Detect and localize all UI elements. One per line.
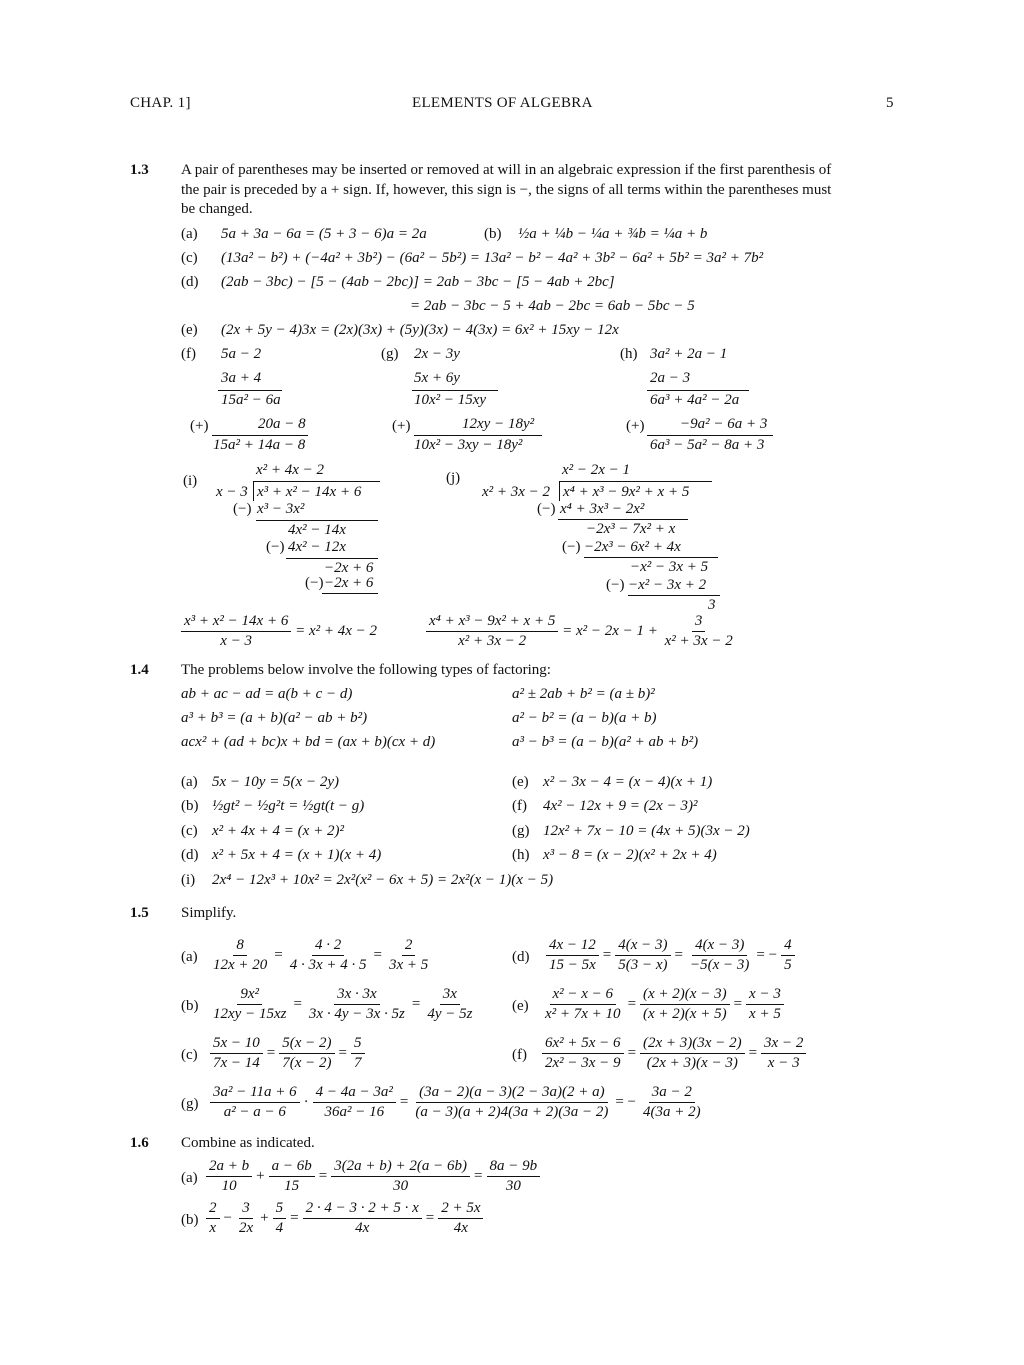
h-rule1	[647, 390, 749, 391]
i-sub1: x³ − 3x²	[257, 501, 305, 517]
problem-1-3-text-line2: the pair is preceded by a + sign. If, however, this sign is −, the signs of all terms within the parentheses must	[181, 182, 832, 198]
operator: =	[290, 1209, 299, 1226]
operator: =	[293, 995, 302, 1012]
fraction-denominator: x	[209, 1220, 217, 1236]
operator: −	[223, 1209, 232, 1226]
fraction-denominator: −5(x − 3)	[690, 957, 750, 973]
j-minus-1: (−)	[537, 501, 556, 517]
problem-1-3-text-line1: A pair of parentheses may be inserted or removed at will in an algebraic expression if the first parenthesis of	[181, 162, 832, 178]
operator: =	[399, 1093, 409, 1110]
fraction	[542, 986, 624, 1023]
fraction-numerator: 6x² + 5x − 6	[542, 1035, 624, 1054]
simplify-c	[210, 1035, 365, 1072]
fraction	[746, 986, 784, 1023]
fraction-numerator: 4	[781, 937, 795, 956]
operator: =	[474, 1167, 483, 1184]
fraction	[210, 1084, 300, 1121]
factor-formula-1: ab + ac − ad = a(b + c − d)	[181, 686, 353, 702]
fraction-numerator: 4(x − 3)	[692, 937, 747, 956]
j-remainder: 3	[708, 597, 716, 613]
operator: ·	[303, 1093, 309, 1110]
fraction-numerator: 3a − 2	[649, 1084, 695, 1103]
h-line5: 6a³ − 5a² − 8a + 3	[650, 437, 765, 453]
fraction	[640, 1035, 745, 1072]
fraction	[386, 937, 431, 974]
combine-a	[206, 1158, 540, 1195]
fraction	[761, 1035, 806, 1072]
label-1-4-a: (a)	[181, 774, 198, 790]
label-1-3-i: (i)	[183, 473, 198, 489]
eq-1-3-c: (13a² − b²) + (−4a² + 3b²) − (6a² − 5b²) = 13a² − b² − 4a² + 3b² − 6a² + 5b² = 3a² + 7b²	[221, 250, 764, 266]
problem-1-5-text: Simplify.	[181, 905, 237, 921]
i-sub2: 4x² − 12x	[288, 539, 346, 555]
fraction-numerator: 8a − 9b	[487, 1158, 541, 1177]
simplify-a	[210, 937, 431, 974]
eq-1-3-e: (2x + 5y − 4)3x = (2x)(3x) + (5y)(3x) − 4(3x) = 6x² + 15xy − 12x	[221, 322, 619, 338]
j-divisor: x² + 3x − 2	[482, 484, 551, 500]
fraction-numerator: 2	[206, 1200, 220, 1219]
f-rule2	[212, 435, 308, 436]
j-rule1	[558, 519, 688, 520]
fraction-numerator: 5	[351, 1035, 365, 1054]
fraction-numerator: 2 + 5x	[438, 1200, 483, 1219]
label-1-6-a: (a)	[181, 1170, 198, 1186]
operator: =	[266, 1044, 276, 1061]
operator: =	[274, 946, 283, 963]
fraction-numerator: 3x · 3x	[334, 986, 380, 1005]
j-sub2: −2x³ − 6x² + 4x	[584, 539, 681, 555]
label-1-4-b: (b)	[181, 798, 199, 814]
label-1-3-e: (e)	[181, 322, 198, 338]
fraction	[306, 986, 408, 1023]
j-minus-3: (−)	[606, 577, 625, 593]
fraction-denominator: 7(x − 2)	[282, 1055, 332, 1071]
g-plus-sign: (+)	[392, 418, 411, 434]
problem-1-3-text-line3: be changed.	[181, 201, 253, 217]
problem-number-1-4: 1.4	[130, 662, 149, 678]
fraction-numerator: 3a² − 11a + 6	[210, 1084, 300, 1103]
fraction-numerator: 2a + b	[206, 1158, 252, 1177]
factor-formula-6: a³ − b³ = (a − b)(a² + ab + b²)	[512, 734, 699, 750]
fraction-denominator: x + 5	[749, 1006, 781, 1022]
i-rule1	[256, 520, 378, 521]
j-rule2	[584, 557, 718, 558]
g-line1: 2x − 3y	[414, 346, 460, 362]
label-1-3-a: (a)	[181, 226, 198, 242]
i-dividend: x³ + x² − 14x + 6	[257, 484, 362, 500]
eq-1-3-b: ½a + ¼b − ¼a + ¾b = ¼a + b	[518, 226, 708, 242]
fraction	[236, 1200, 256, 1237]
simplify-b	[210, 986, 475, 1023]
fraction	[546, 937, 599, 974]
fraction	[210, 986, 289, 1023]
running-head-chapter: CHAP. 1]	[130, 95, 191, 111]
fraction-numerator: 4 · 2	[312, 937, 344, 956]
label-1-3-g: (g)	[381, 346, 399, 362]
eq-1-4-c: x² + 4x + 4 = (x + 2)²	[212, 823, 344, 839]
combine-b	[206, 1200, 483, 1237]
running-head-title: ELEMENTS OF ALGEBRA	[412, 95, 593, 111]
fraction-denominator: 30	[393, 1178, 409, 1194]
h-plus-sign: (+)	[626, 418, 645, 434]
i-division-bar	[254, 481, 380, 482]
i-result	[181, 613, 377, 650]
fraction	[542, 1035, 624, 1072]
label-1-5-e: (e)	[512, 998, 529, 1014]
label-1-3-f: (f)	[181, 346, 196, 362]
fraction	[781, 937, 795, 974]
j-result-fraction	[426, 613, 558, 650]
i-rule2	[286, 558, 378, 559]
fraction-numerator: (2x + 3)(3x − 2)	[640, 1035, 745, 1054]
fraction-numerator: 3x	[440, 986, 460, 1005]
fraction-numerator: 3	[239, 1200, 253, 1219]
fraction	[206, 1158, 252, 1195]
fraction	[269, 1158, 315, 1195]
label-1-4-d: (d)	[181, 847, 199, 863]
eq-1-4-h: x³ − 8 = (x − 2)(x² + 2x + 4)	[543, 847, 717, 863]
fraction-numerator: (x + 2)(x − 3)	[640, 986, 730, 1005]
eq-1-4-i: 2x⁴ − 12x³ + 10x² = 2x²(x² − 6x + 5) = 2x²(x − 1)(x − 5)	[212, 872, 554, 888]
f-line4: 20a − 8	[258, 416, 306, 432]
fraction	[487, 1158, 541, 1195]
fraction	[424, 986, 475, 1023]
j-result	[426, 613, 736, 650]
j-result-remainder-denominator: x² + 3x − 2	[664, 633, 733, 649]
fraction-numerator: x − 3	[746, 986, 784, 1005]
i-result-fraction	[181, 613, 291, 650]
g-line5: 10x² − 3xy − 18y²	[414, 437, 523, 453]
label-1-3-j: (j)	[446, 470, 461, 486]
i-result-equals: = x² + 4x − 2	[295, 622, 378, 639]
fraction	[351, 1035, 365, 1072]
simplify-g	[210, 1084, 704, 1121]
fraction-denominator: 4x	[453, 1220, 468, 1236]
label-1-4-f: (f)	[512, 798, 527, 814]
fraction	[331, 1158, 470, 1195]
i-divisor: x − 3	[216, 484, 248, 500]
label-1-4-c: (c)	[181, 823, 198, 839]
fraction	[615, 937, 670, 974]
fraction-denominator: 7x − 14	[213, 1055, 260, 1071]
fraction-denominator: 2x² − 3x − 9	[545, 1055, 621, 1071]
fraction-numerator: 3(2a + b) + 2(a − 6b)	[331, 1158, 470, 1177]
eq-1-4-d: x² + 5x + 4 = (x + 1)(x + 4)	[212, 847, 382, 863]
h-line1: 3a² + 2a − 1	[650, 346, 728, 362]
eq-1-3-d-line2: = 2ab − 3bc − 5 + 4ab − 2bc = 6ab − 5bc − 5	[410, 298, 695, 314]
fraction-denominator: (x + 2)(x + 5)	[643, 1006, 727, 1022]
i-minus-2: (−)	[266, 539, 285, 555]
fraction-denominator: 10	[221, 1178, 237, 1194]
j-rem2: −x² − 3x + 5	[630, 559, 709, 575]
fraction	[687, 937, 752, 974]
fraction	[210, 1035, 263, 1072]
page-number: 5	[886, 95, 894, 111]
fraction-numerator: 5(x − 2)	[279, 1035, 334, 1054]
j-division-bar	[560, 481, 712, 482]
fraction-denominator: 15 − 5x	[549, 957, 596, 973]
fraction-denominator: 12x + 20	[213, 957, 268, 973]
fraction-denominator: 15	[284, 1178, 300, 1194]
operator: =	[425, 1209, 435, 1226]
fraction	[412, 1084, 611, 1121]
g-rule2	[414, 435, 542, 436]
fraction-denominator: 3x · 4y − 3x · 5z	[308, 1006, 405, 1022]
factor-formula-4: a² − b² = (a − b)(a + b)	[512, 710, 657, 726]
label-1-4-e: (e)	[512, 774, 529, 790]
fraction-denominator: 5(3 − x)	[618, 957, 668, 973]
i-rule3	[322, 593, 378, 594]
fraction-numerator: x² − x − 6	[550, 986, 617, 1005]
fraction-denominator: 4 · 3x + 4 · 5	[289, 957, 367, 973]
fraction-denominator: a² − a − 6	[223, 1104, 286, 1120]
operator: =	[674, 946, 683, 963]
factor-formula-2: a² ± 2ab + b² = (a ± b)²	[512, 686, 655, 702]
problem-number-1-3: 1.3	[130, 162, 149, 178]
h-rule2	[647, 435, 773, 436]
problem-1-6-text: Combine as indicated.	[181, 1135, 315, 1151]
g-line3: 10x² − 15xy	[414, 392, 487, 408]
i-division-bracket	[253, 481, 254, 501]
i-result-denominator: x − 3	[220, 633, 253, 649]
fraction-denominator: 4y − 5z	[427, 1006, 473, 1022]
label-1-4-h: (h)	[512, 847, 530, 863]
f-rule1	[218, 390, 282, 391]
fraction-denominator: 12xy − 15xz	[213, 1006, 287, 1022]
j-sub1: x⁴ + 3x³ − 2x²	[560, 501, 645, 517]
operator: =	[338, 1044, 347, 1061]
fraction-denominator: (2x + 3)(x − 3)	[646, 1055, 738, 1071]
j-result-equals: = x² − 2x − 1 +	[562, 622, 658, 639]
i-rem2: −2x + 6	[324, 560, 374, 576]
fraction	[303, 1200, 422, 1237]
problem-number-1-5: 1.5	[130, 905, 149, 921]
operator: =	[748, 1044, 758, 1061]
eq-1-4-f: 4x² − 12x + 9 = (2x − 3)²	[543, 798, 698, 814]
fraction-numerator: 4x − 12	[546, 937, 599, 956]
eq-1-4-a: 5x − 10y = 5(x − 2y)	[212, 774, 339, 790]
operator: +	[256, 1167, 265, 1184]
operator: = −	[756, 946, 778, 963]
label-1-3-h: (h)	[620, 346, 638, 362]
operator: =	[733, 995, 743, 1012]
i-result-numerator: x³ + x² − 14x + 6	[181, 613, 291, 632]
fraction	[640, 986, 730, 1023]
fraction-numerator: 2 · 4 − 3 · 2 + 5 · x	[303, 1200, 422, 1219]
label-1-5-c: (c)	[181, 1047, 198, 1063]
eq-1-4-e: x² − 3x − 4 = (x − 4)(x + 1)	[543, 774, 713, 790]
fraction-numerator: 2	[402, 937, 416, 956]
g-line2: 5x + 6y	[414, 370, 460, 386]
j-division-bracket	[559, 481, 560, 501]
j-minus-2: (−)	[562, 539, 581, 555]
fraction-denominator: x² + 7x + 10	[545, 1006, 621, 1022]
fraction-numerator: 4(x − 3)	[615, 937, 670, 956]
fraction-denominator: 5	[784, 957, 792, 973]
fraction-denominator: 36a² − 16	[324, 1104, 385, 1120]
operator: =	[627, 1044, 637, 1061]
factor-formula-5: acx² + (ad + bc)x + bd = (ax + b)(cx + d)	[181, 734, 436, 750]
simplify-f	[542, 1035, 806, 1072]
fraction-numerator: 3x − 2	[761, 1035, 806, 1054]
label-1-3-d: (d)	[181, 274, 199, 290]
factor-formula-3: a³ + b³ = (a + b)(a² − ab + b²)	[181, 710, 368, 726]
fraction-denominator: 7	[354, 1055, 362, 1071]
fraction	[273, 1200, 287, 1237]
operator: +	[260, 1209, 269, 1226]
i-rem1: 4x² − 14x	[288, 522, 346, 538]
eq-1-4-b: ½gt² − ½g²t = ½gt(t − g)	[212, 798, 365, 814]
fraction-denominator: 30	[505, 1178, 521, 1194]
fraction	[640, 1084, 704, 1121]
j-result-denominator: x² + 3x − 2	[458, 633, 527, 649]
fraction	[313, 1084, 396, 1121]
fraction-numerator: 5x − 10	[210, 1035, 263, 1054]
j-result-numerator: x⁴ + x³ − 9x² + x + 5	[426, 613, 558, 632]
fraction-denominator: x − 3	[767, 1055, 800, 1071]
label-1-4-i: (i)	[181, 872, 196, 888]
operator: =	[373, 946, 382, 963]
fraction-denominator: 4x	[355, 1220, 370, 1236]
f-line2: 3a + 4	[221, 370, 262, 386]
fraction	[287, 937, 370, 974]
h-line3: 6a³ + 4a² − 2a	[650, 392, 740, 408]
fraction	[438, 1200, 483, 1237]
fraction-numerator: 5	[273, 1200, 287, 1219]
fraction-numerator: a − 6b	[269, 1158, 315, 1177]
simplify-d	[546, 937, 795, 974]
label-1-5-d: (d)	[512, 949, 530, 965]
label-1-3-c: (c)	[181, 250, 198, 266]
h-line2: 2a − 3	[650, 370, 691, 386]
eq-1-4-g: 12x² + 7x − 10 = (4x + 5)(3x − 2)	[543, 823, 750, 839]
i-minus-1: (−)	[233, 501, 252, 517]
fraction-numerator: (3a − 2)(a − 3)(2 − 3a)(2 + a)	[416, 1084, 607, 1103]
fraction	[279, 1035, 334, 1072]
eq-1-3-a: 5a + 3a − 6a = (5 + 3 − 6)a = 2a	[221, 226, 427, 242]
fraction-denominator: (a − 3)(a + 2)4(3a + 2)(3a − 2)	[415, 1104, 609, 1120]
label-1-6-b: (b)	[181, 1212, 199, 1228]
operator: =	[602, 946, 612, 963]
fraction-denominator: 4	[275, 1220, 284, 1236]
eq-1-3-d-line1: (2ab − 3bc) − [5 − (4ab − 2bc)] = 2ab − 3bc − [5 − 4ab + 2bc]	[221, 274, 615, 290]
g-rule1	[412, 390, 498, 391]
j-rem1: −2x³ − 7x² + x	[586, 521, 676, 537]
operator: = −	[615, 1093, 636, 1110]
f-line1: 5a − 2	[221, 346, 262, 362]
j-result-remainder-numerator: 3	[692, 613, 706, 632]
f-line3: 15a² − 6a	[221, 392, 281, 408]
g-line4: 12xy − 18y²	[462, 416, 535, 432]
operator: =	[627, 995, 637, 1012]
h-line4: −9a² − 6a + 3	[680, 416, 768, 432]
fraction-numerator: 4 − 4a − 3a²	[313, 1084, 396, 1103]
i-sub3: −2x + 6	[324, 575, 374, 591]
fraction	[210, 937, 270, 974]
fraction	[206, 1200, 220, 1237]
fraction-denominator: 3x + 5	[389, 957, 429, 973]
fraction-numerator: 8	[233, 937, 247, 956]
f-plus-sign: (+)	[190, 418, 209, 434]
j-rule3	[628, 595, 720, 596]
fraction-numerator: 9x²	[237, 986, 262, 1005]
fraction-denominator: 4(3a + 2)	[642, 1104, 701, 1120]
operator: =	[411, 995, 421, 1012]
j-result-remainder-fraction	[662, 613, 736, 650]
label-1-5-b: (b)	[181, 998, 199, 1014]
i-minus-3: (−)	[305, 575, 324, 591]
j-quotient: x² − 2x − 1	[562, 462, 631, 478]
problem-number-1-6: 1.6	[130, 1135, 149, 1151]
j-sub3: −x² − 3x + 2	[628, 577, 707, 593]
label-1-5-f: (f)	[512, 1047, 527, 1063]
label-1-3-b: (b)	[484, 226, 502, 242]
fraction-denominator: 2x	[238, 1220, 254, 1236]
label-1-5-g: (g)	[181, 1096, 199, 1112]
operator: =	[318, 1167, 328, 1184]
f-line5: 15a² + 14a − 8	[213, 437, 306, 453]
j-dividend: x⁴ + x³ − 9x² + x + 5	[563, 484, 690, 500]
simplify-e	[542, 986, 784, 1023]
label-1-4-g: (g)	[512, 823, 530, 839]
problem-1-4-text: The problems below involve the following types of factoring:	[181, 662, 551, 678]
i-quotient: x² + 4x − 2	[256, 462, 325, 478]
label-1-5-a: (a)	[181, 949, 198, 965]
